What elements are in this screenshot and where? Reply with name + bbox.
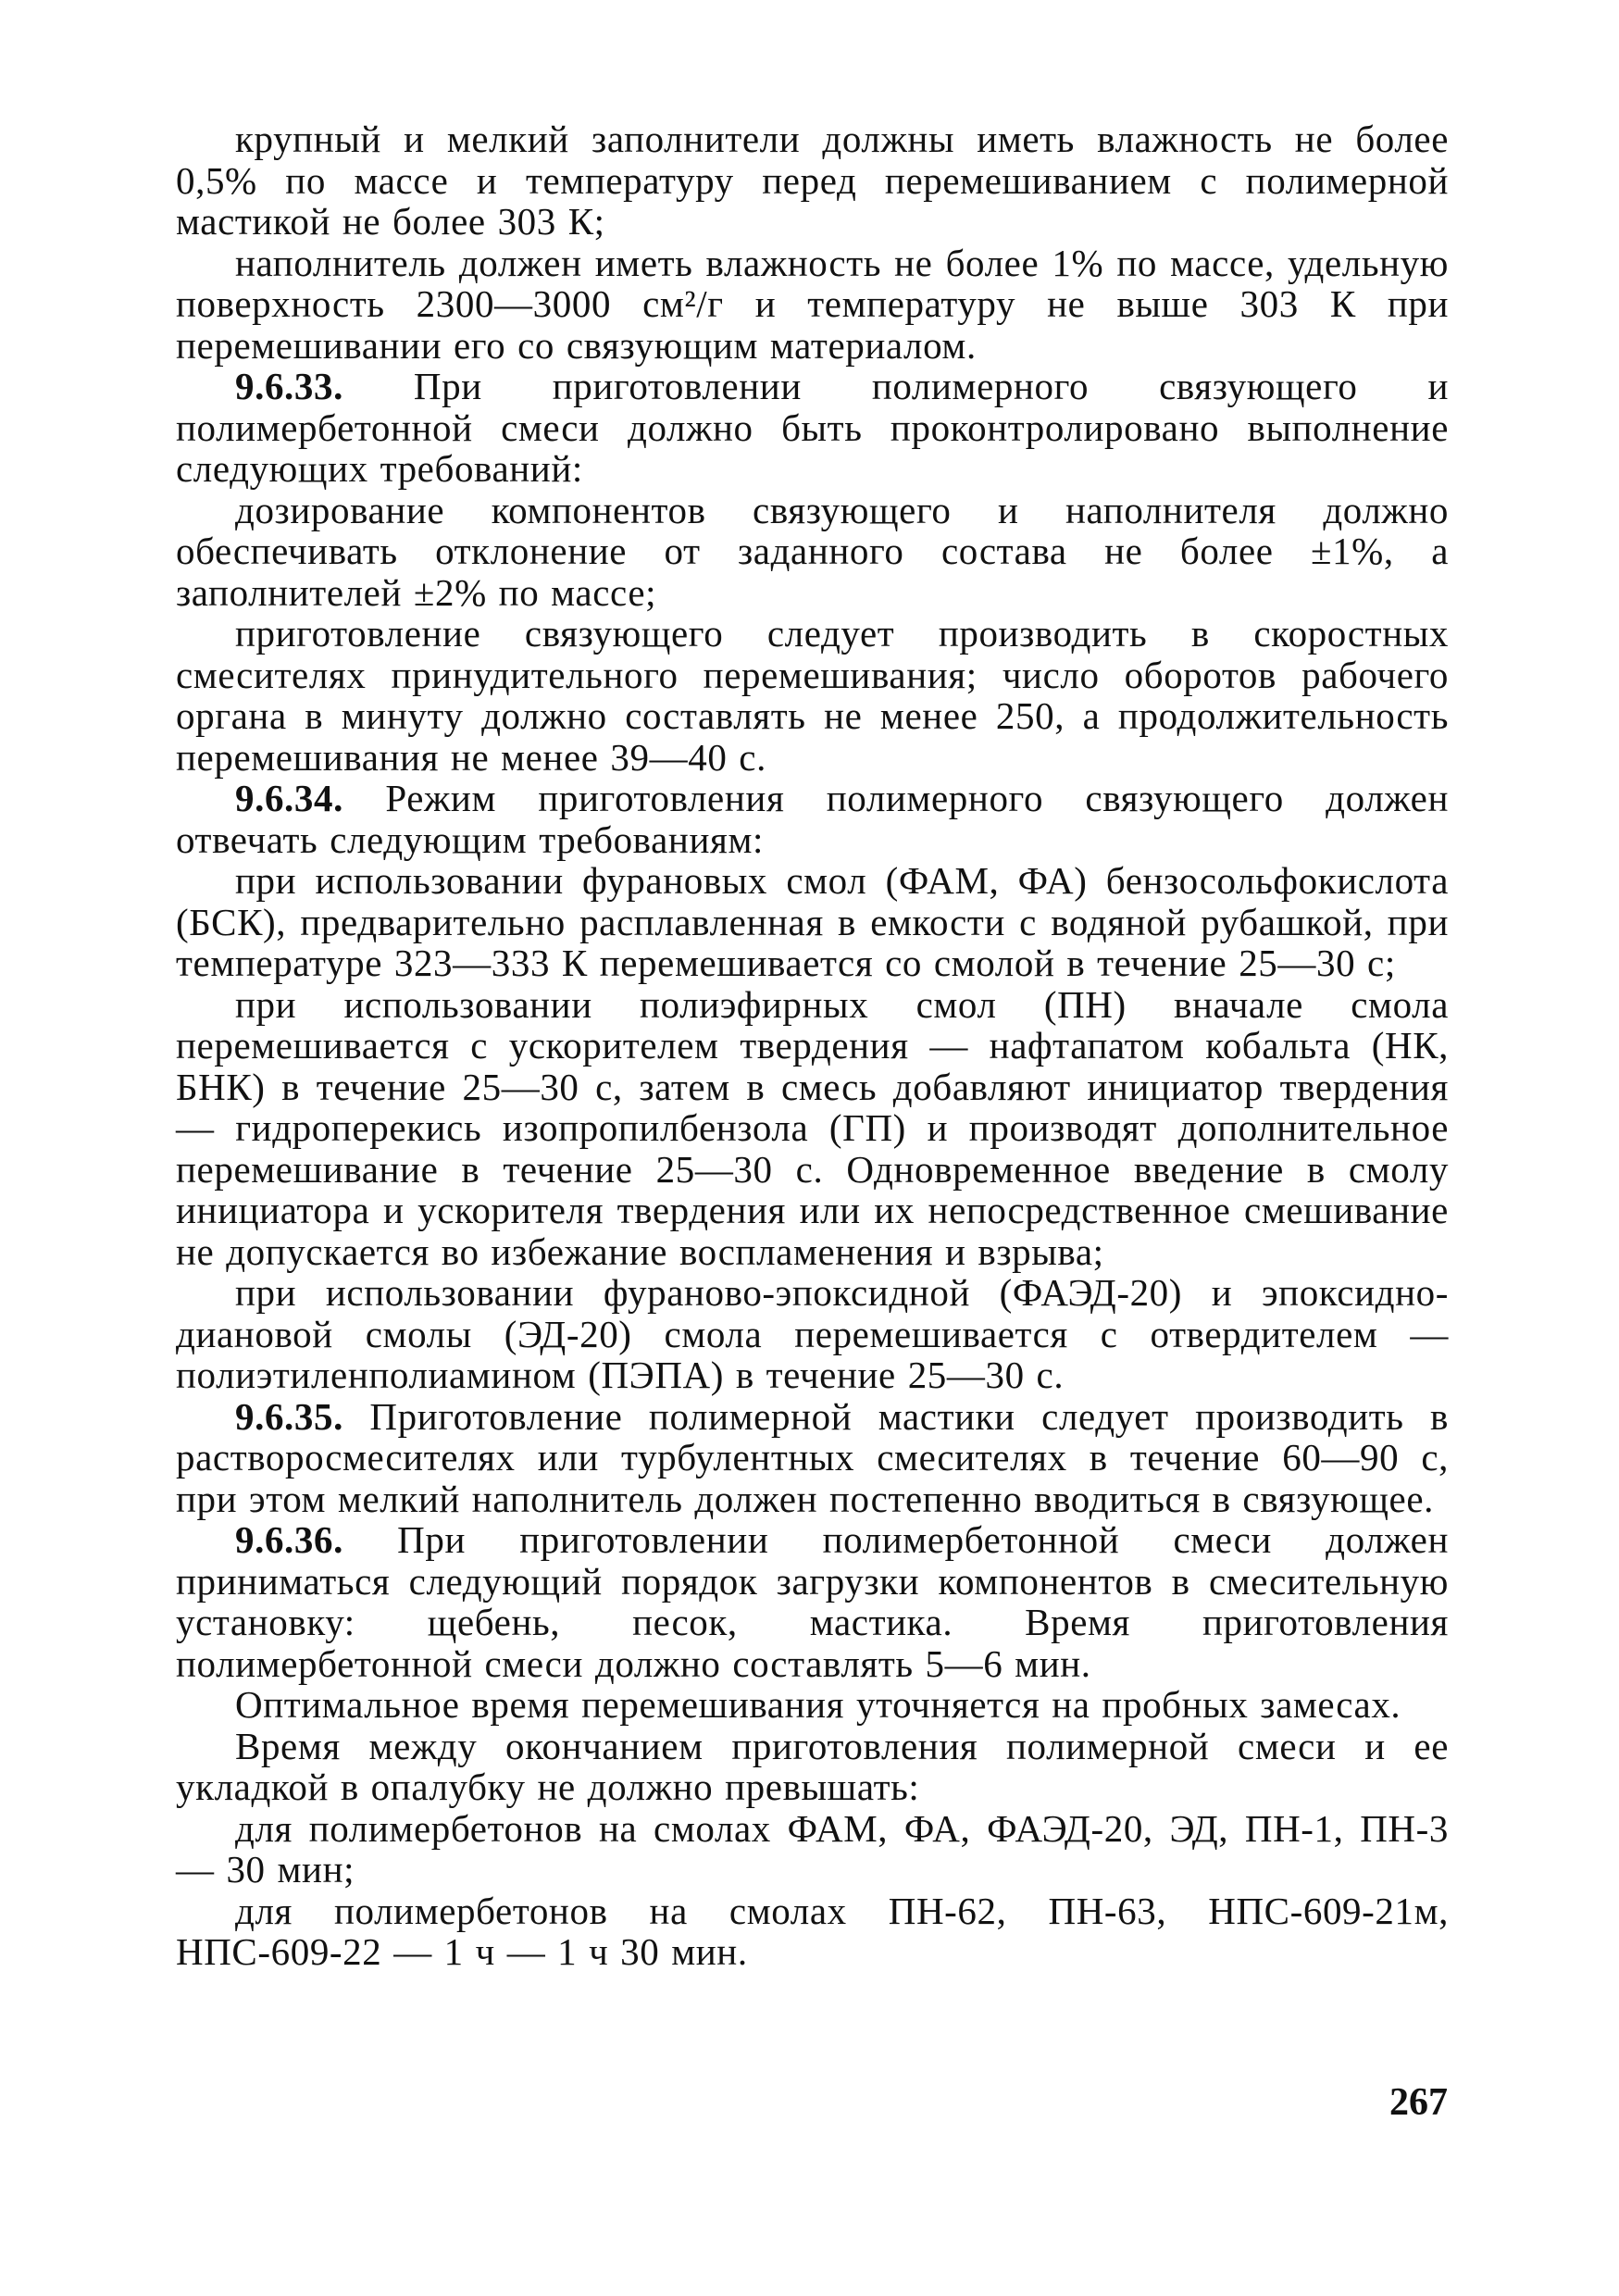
paragraph xyxy=(176,1726,1449,1808)
paragraph xyxy=(176,613,1449,778)
paragraph xyxy=(176,860,1449,984)
paragraph-text: дозирование компонентов связующего и наполнителя должно обеспечивать отклонение от заданного состава не более ±1%, а заполнителей ±2% по массе; xyxy=(176,488,1449,614)
paragraph xyxy=(176,984,1449,1273)
paragraph xyxy=(176,1684,1449,1726)
paragraph xyxy=(176,1808,1449,1890)
clause-number: 9.6.36. xyxy=(235,1518,343,1561)
paragraph xyxy=(176,1272,1449,1396)
paragraph-text: при использовании фураново-эпоксидной (ФАЭД-20) и эпоксидно-диановой смолы (ЭД-20) смола перемешивается с отвердителем — полиэтиленполиамином (ПЭПА) в течение 25—30 с. xyxy=(176,1271,1449,1396)
paragraph-text: при использовании полиэфирных смол (ПН) вначале смола перемешивается с ускорителем твердения — нафтапатом кобальта (НК, БНК) в течение 25—30 с, затем в смесь добавляют инициатор твердения — гидроперекись изопропилбензола (ГП) и производят дополнительное перемешивание в течение 25—30 с. Одновременное введение в смолу инициатора и ускорителя твердения или их непосредственное смешивание не допускается во избежание воспламенения и взрыва; xyxy=(176,982,1449,1273)
paragraph xyxy=(176,366,1449,490)
paragraph-text: при использовании фурановых смол (ФАМ, ФА) бензосольфокислота (БСК), предварительно расплавленная в емкости с водяной рубашкой, при температуре 323—333 К перемешивается со смолой в течение 25—30 с; xyxy=(176,859,1449,984)
paragraph xyxy=(176,1519,1449,1684)
paragraph xyxy=(176,1890,1449,1973)
paragraph-text: Оптимальное время перемешивания уточняется на пробных замесах. xyxy=(235,1683,1401,1726)
paragraph-text: Режим приготовления полимерного связующего должен отвечать следующим требованиям: xyxy=(176,777,1449,861)
paragraph-text: наполнитель должен иметь влажность не более 1% по массе, удельную поверхность 2300—3000 см²/г и температуру не выше 303 К при перемешивании его со связующим материалом. xyxy=(176,241,1449,367)
paragraph-text: Время между окончанием приготовления полимерной смеси и ее укладкой в опалубку не должно превышать: xyxy=(176,1724,1449,1808)
clause-number: 9.6.33. xyxy=(235,365,343,407)
paragraph-text: для полимербетонов на смолах ПН-62, ПН-63, НПС-609-21м, НПС-609-22 — 1 ч — 1 ч 30 мин. xyxy=(176,1889,1449,1973)
paragraph xyxy=(176,1396,1449,1520)
paragraph xyxy=(176,119,1449,243)
paragraph-text: Приготовление полимерной мастики следует производить в растворосмесителях или турбулентных смесителях в течение 60—90 с, при этом мелкий наполнитель должен постепенно вводиться в связующее. xyxy=(176,1394,1449,1520)
page-body xyxy=(176,119,1449,1973)
paragraph-text: крупный и мелкий заполнители должны иметь влажность не более 0,5% по массе и температуру перед перемешиванием с полимерной мастикой не более 303 К; xyxy=(176,118,1449,243)
paragraph xyxy=(176,243,1449,367)
clause-number: 9.6.34. xyxy=(235,777,343,819)
clause-number: 9.6.35. xyxy=(235,1394,343,1438)
paragraph xyxy=(176,490,1449,614)
paragraph-text: приготовление связующего следует производить в скоростных смесителях принудительного перемешивания; число оборотов рабочего органа в минуту должно составлять не менее 250, а продолжительность перемешивания не менее 39—40 с. xyxy=(176,612,1449,779)
paragraph xyxy=(176,778,1449,860)
page-number: 267 xyxy=(1389,2081,1448,2124)
paragraph-text: При приготовлении полимерного связующего и полимербетонной смеси должно быть проконтролировано выполнение следующих требований: xyxy=(176,365,1449,490)
paragraph-text: При приготовлении полимербетонной смеси должен приниматься следующий порядок загрузки компонентов в смесительную установку: щебень, песок, мастика. Время приготовления полимербетонной смеси должно составлять 5—6 мин. xyxy=(176,1518,1449,1685)
paragraph-text: для полимербетонов на смолах ФАМ, ФА, ФАЭД-20, ЭД, ПН-1, ПН-3 — 30 мин; xyxy=(176,1806,1449,1890)
